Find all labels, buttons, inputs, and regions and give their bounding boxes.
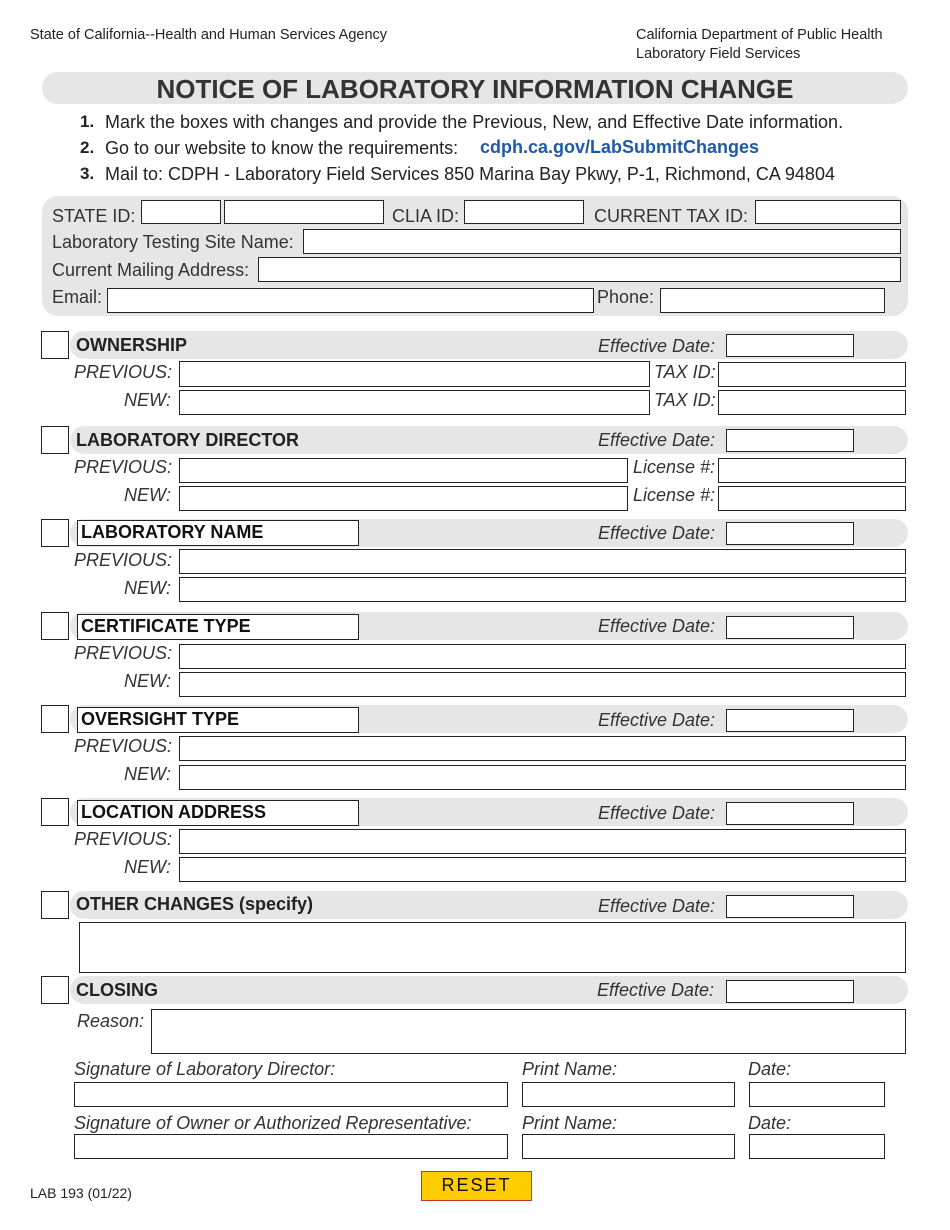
ownership-title: OWNERSHIP [76,335,188,355]
email-input[interactable] [107,288,594,313]
director-previous-license-input[interactable] [718,458,906,483]
director-checkbox[interactable] [41,426,69,454]
location-effective-date-label: Effective Date: [598,803,716,823]
lab-name-previous-label: PREVIOUS: [74,550,173,570]
closing-title: CLOSING [76,980,159,1000]
closing-checkbox[interactable] [41,976,69,1004]
reset-button[interactable]: RESET [421,1171,532,1201]
ownership-previous-input[interactable] [179,361,650,387]
lab-name-checkbox[interactable] [41,519,69,547]
lab-name-section-select[interactable]: LABORATORY NAME [77,520,359,546]
oversight-new-input[interactable] [179,765,906,790]
director-date-label: Date: [748,1059,792,1079]
oversight-effective-date-input[interactable] [726,709,854,732]
instruction-1-text: Mark the boxes with changes and provide the Previous, New, and Effective Date information. [105,112,844,132]
director-new-input[interactable] [179,486,628,511]
director-new-license-label: License #: [633,485,716,505]
requirements-link[interactable]: cdph.ca.gov/LabSubmitChanges [480,137,760,157]
oversight-checkbox[interactable] [41,705,69,733]
other-changes-textarea[interactable] [79,922,906,973]
director-effective-date-input[interactable] [726,429,854,452]
cert-type-new-input[interactable] [179,672,906,697]
lab-name-new-label: NEW: [124,578,171,598]
location-effective-date-input[interactable] [726,802,854,825]
oversight-previous-label: PREVIOUS: [74,736,173,756]
ownership-previous-label: PREVIOUS: [74,362,173,382]
closing-reason-input[interactable] [151,1009,906,1054]
director-previous-input[interactable] [179,458,628,483]
location-previous-input[interactable] [179,829,906,854]
cert-type-effective-date-input[interactable] [726,616,854,639]
site-name-input[interactable] [303,229,901,254]
location-section-select[interactable]: LOCATION ADDRESS [77,800,359,826]
lab-name-effective-date-label: Effective Date: [598,523,716,543]
director-previous-license-label: License #: [633,457,716,477]
ownership-new-input[interactable] [179,390,650,415]
ownership-effective-date-input[interactable] [726,334,854,357]
ownership-new-label: NEW: [124,390,171,410]
lab-name-new-input[interactable] [179,577,906,602]
ownership-new-tax-id-input[interactable] [718,390,906,415]
instruction-3-text: Mail to: CDPH - Laboratory Field Services 850 Marina Bay Pkwy, P-1, Richmond, CA 94804 [105,164,835,184]
location-checkbox[interactable] [41,798,69,826]
form-id: LAB 193 (01/22) [30,1185,132,1201]
current-tax-id-input[interactable] [755,200,901,224]
oversight-effective-date-label: Effective Date: [598,710,716,730]
lab-name-effective-date-input[interactable] [726,522,854,545]
owner-date-label: Date: [748,1113,792,1133]
director-new-label: NEW: [124,485,171,505]
form-title: NOTICE OF LABORATORY INFORMATION CHANGE [156,74,794,104]
owner-date-input[interactable] [749,1134,885,1159]
cert-type-checkbox[interactable] [41,612,69,640]
phone-label: Phone: [597,287,655,307]
owner-print-name-input[interactable] [522,1134,735,1159]
closing-effective-date-label: Effective Date: [597,980,715,1000]
cert-type-previous-input[interactable] [179,644,906,669]
ownership-checkbox[interactable] [41,331,69,359]
director-signature-label: Signature of Laboratory Director: [74,1059,336,1079]
owner-print-name-label: Print Name: [522,1113,618,1133]
director-effective-date-label: Effective Date: [598,430,716,450]
oversight-section-select[interactable]: OVERSIGHT TYPE [77,707,359,733]
agency-name: State of California--Health and Human Services Agency [30,27,388,43]
other-effective-date-input[interactable] [726,895,854,918]
current-tax-id-label: CURRENT TAX ID: [594,206,749,226]
clia-id-label: CLIA ID: [392,206,460,226]
director-print-name-input[interactable] [522,1082,735,1107]
owner-signature-label: Signature of Owner or Authorized Representative: [74,1113,472,1133]
owner-signature-input[interactable] [74,1134,508,1159]
ownership-previous-tax-id-label: TAX ID: [654,362,716,382]
location-previous-label: PREVIOUS: [74,829,173,849]
ownership-previous-tax-id-input[interactable] [718,362,906,387]
closing-effective-date-input[interactable] [726,980,854,1003]
instruction-3-number: 3. [80,164,95,183]
ownership-effective-date-label: Effective Date: [598,336,716,356]
location-new-label: NEW: [124,857,171,877]
instruction-2-number: 2. [80,138,95,157]
cert-type-previous-label: PREVIOUS: [74,643,173,663]
director-date-input[interactable] [749,1082,885,1107]
clia-id-input[interactable] [464,200,584,224]
ownership-new-tax-id-label: TAX ID: [654,390,716,410]
division-name: Laboratory Field Services [636,46,801,62]
other-checkbox[interactable] [41,891,69,919]
state-id-label: STATE ID: [52,206,136,226]
instruction-2-text: Go to our website to know the requirements: [105,138,459,158]
department-name: California Department of Public Health [636,27,883,43]
director-new-license-input[interactable] [718,486,906,511]
director-previous-label: PREVIOUS: [74,457,173,477]
director-print-name-label: Print Name: [522,1059,618,1079]
email-label: Email: [52,287,103,307]
cert-type-new-label: NEW: [124,671,171,691]
mailing-address-label: Current Mailing Address: [52,260,250,280]
state-id-input-2[interactable] [224,200,384,224]
location-new-input[interactable] [179,857,906,882]
director-signature-input[interactable] [74,1082,508,1107]
lab-name-previous-input[interactable] [179,549,906,574]
director-title: LABORATORY DIRECTOR [76,430,300,450]
cert-type-effective-date-label: Effective Date: [598,616,716,636]
phone-input[interactable] [660,288,885,313]
other-title: OTHER CHANGES (specify) [76,894,314,914]
instruction-1-number: 1. [80,112,95,131]
site-name-label: Laboratory Testing Site Name: [52,232,294,252]
oversight-new-label: NEW: [124,764,171,784]
cert-type-section-select[interactable]: CERTIFICATE TYPE [77,614,359,640]
oversight-previous-input[interactable] [179,736,906,761]
mailing-address-input[interactable] [258,257,901,282]
state-id-input-1[interactable] [141,200,221,224]
closing-reason-label: Reason: [77,1011,145,1031]
other-effective-date-label: Effective Date: [598,896,716,916]
